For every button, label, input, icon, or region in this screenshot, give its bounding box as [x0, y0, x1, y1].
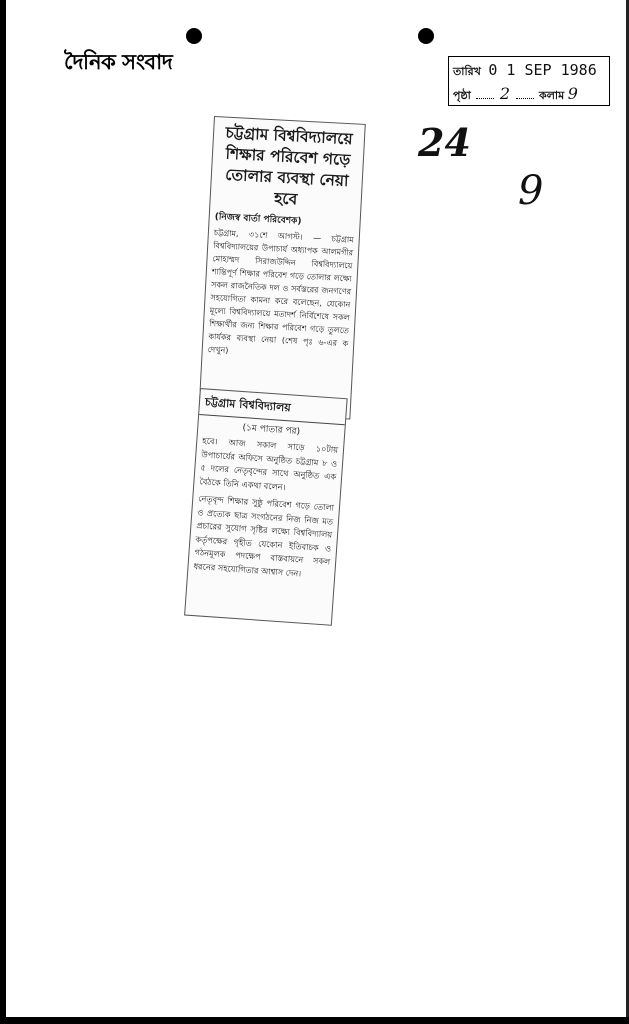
continuation-body-2: নেতৃবৃন্দ শিক্ষার সুষ্ঠু পরিবেশ গড়ে তোলা ও প্রত্যেক ছাত্র সংগঠনের নিজ নিজ মত প্রচারের সুযোগ সৃষ্টির লক্ষ্যে বিশ্ববিদ্যালয় কর্তৃপক্ষের গৃহীত যেকোন ইতিবাচক ও গঠনমূলক পদক্ষেপ বাস্তবায়নে সকল ধরনের সহযোগিতার আশ্বাস দেন।: [193, 493, 335, 578]
handwritten-number-small: 9: [518, 168, 544, 214]
stamp-page-value: 2: [499, 84, 511, 103]
continuation-heading: চট্টগ্রাম বিশ্ববিদ্যালয়: [199, 389, 346, 425]
continuation-body-1: হবে। আজ সকাল সাড়ে ১০টায় উপাচার্যের অফিসে অনুষ্ঠিত চট্টগ্রাম ৮ ও ৫ দলের নেতৃবৃন্দের সাথে অনুষ্ঠিত এক বৈঠকে তিনি একথা বলেন।: [199, 435, 339, 492]
clipping-headline: চট্টগ্রাম বিশ্ববিদ্যালয়ে শিক্ষার পরিবেশ গড়ে তোলার ব্যবস্থা নেয়া হবে: [224, 122, 354, 209]
stamp-date-label: তারিখ: [453, 65, 481, 78]
stamp-column-value: 9: [567, 84, 578, 103]
stamp-page-row: [453, 84, 605, 106]
date-stamp: [448, 56, 610, 106]
handwritten-number-large: 24: [418, 120, 471, 165]
scan-border-left: [0, 0, 6, 1024]
punch-hole-left: [186, 28, 202, 44]
continuation-from-page: (১ম পাতার পর): [242, 423, 301, 438]
stamp-date-row: [453, 61, 605, 82]
punch-hole-right: [418, 28, 434, 44]
newspaper-masthead: দৈনিক সংবাদ: [64, 49, 173, 74]
scan-border-bottom: [0, 1017, 629, 1024]
stamp-date: 0 1 SEP 1986: [488, 61, 597, 79]
stamp-page-label: পৃষ্ঠা: [453, 89, 471, 102]
stamp-column-label: কলাম: [539, 89, 565, 102]
news-clipping-continuation: [184, 388, 348, 626]
news-clipping-main: [199, 116, 366, 420]
clipping-body: চট্টগ্রাম, ৩১শে আগস্ট। — চট্টগ্রাম বিশ্ববিদ্যালয়ের উপাচার্য অধ্যাপক আলমগীর মোহাম্মদ সিরাজউদ্দিন বিশ্ববিদ্যালয়ে শান্তিপূর্ণ শিক্ষার পরিবেশ গড়ে তোলার লক্ষ্যে সকল রাজনৈতিক দল ও সর্বস্তরের জনগণের সহযোগিতা কামনা করে বলেছেন, যেকোন মূল্যে বিশ্ববিদ্যালয়ে মতাদর্শ নির্বিশেষে সকল শিক্ষার্থীর জন্য শিক্ষার পরিবেশ গড়ে তুলতে কার্যকর ব্যবস্থা নেয়া (শেষ পৃঃ ৬-এর ক দেখুন): [207, 228, 354, 356]
clipping-byline: (নিজস্ব বার্তা পরিবেশক): [214, 212, 302, 227]
